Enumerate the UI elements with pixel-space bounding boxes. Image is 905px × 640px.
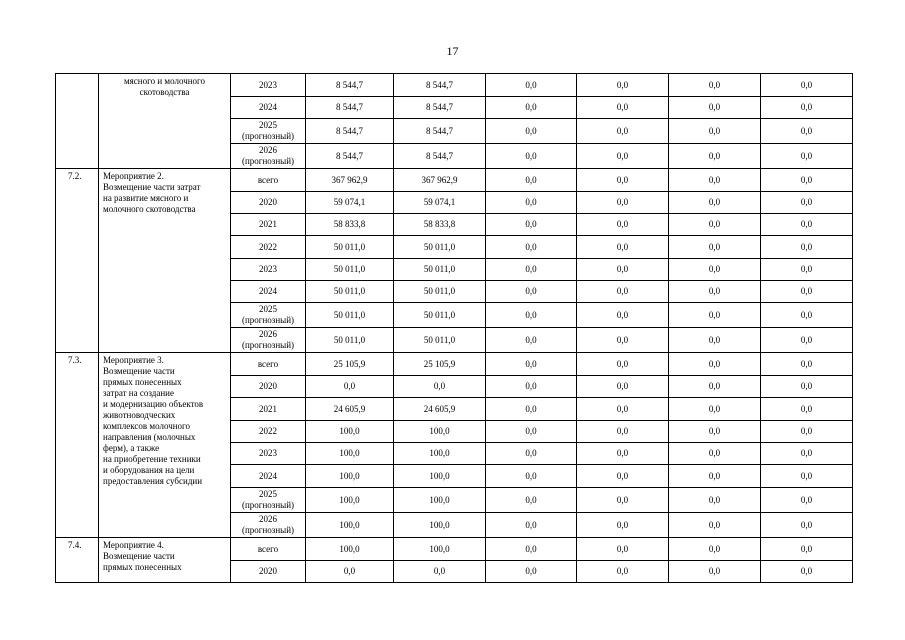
item-name-line: на развитие мясного и (103, 193, 189, 203)
value-cell: 0,0 (761, 398, 853, 421)
item-name-line: Мероприятие 4. (103, 540, 164, 550)
item-name-line: направления (молочных (103, 432, 196, 442)
item-number: 7.3. (56, 353, 99, 538)
value-cell: 0,0 (577, 214, 669, 236)
value-cell: 0,0 (577, 303, 669, 328)
value-cell: 25 105,9 (306, 353, 394, 376)
item-name-line: комплексов молочного (103, 421, 191, 431)
value-cell: 0,0 (669, 119, 761, 144)
table-body (56, 74, 853, 583)
item-number: 7.4. (56, 538, 99, 583)
value-cell: 0,0 (306, 561, 394, 583)
period-cell: 2020 (231, 192, 306, 214)
period-cell: 2023 (231, 443, 306, 465)
value-cell: 50 011,0 (394, 236, 486, 259)
value-cell: 8 544,7 (306, 144, 394, 169)
value-cell: 0,0 (669, 214, 761, 236)
value-cell: 0,0 (669, 488, 761, 513)
table-row (56, 169, 853, 192)
value-cell: 0,0 (669, 353, 761, 376)
value-cell: 0,0 (761, 561, 853, 583)
value-cell: 0,0 (486, 488, 577, 513)
value-cell: 0,0 (761, 465, 853, 488)
item-name-line: Возмещение части (103, 366, 175, 376)
value-cell: 0,0 (669, 259, 761, 281)
period-cell: 2023 (231, 259, 306, 281)
value-cell: 0,0 (577, 398, 669, 421)
period-cell: 2020 (231, 561, 306, 583)
period-cell: всего (231, 538, 306, 561)
value-cell: 0,0 (486, 376, 577, 398)
value-cell: 8 544,7 (394, 144, 486, 169)
value-cell: 50 011,0 (306, 236, 394, 259)
value-cell: 0,0 (306, 376, 394, 398)
value-cell: 0,0 (486, 303, 577, 328)
value-cell: 0,0 (669, 192, 761, 214)
value-cell: 50 011,0 (306, 281, 394, 303)
item-name (99, 74, 231, 169)
value-cell: 8 544,7 (306, 97, 394, 119)
value-cell: 0,0 (761, 303, 853, 328)
value-cell: 100,0 (306, 513, 394, 538)
value-cell: 0,0 (486, 281, 577, 303)
period-cell: 2022 (231, 421, 306, 443)
period-cell: 2021 (231, 214, 306, 236)
value-cell: 8 544,7 (306, 119, 394, 144)
value-cell: 0,0 (394, 376, 486, 398)
item-name-line: Мероприятие 2. (103, 171, 164, 181)
value-cell: 0,0 (486, 97, 577, 119)
value-cell: 50 011,0 (394, 303, 486, 328)
period-cell: 2026 (прогнозный) (231, 144, 306, 169)
value-cell: 0,0 (577, 465, 669, 488)
period-cell: 2024 (231, 281, 306, 303)
value-cell: 0,0 (486, 421, 577, 443)
value-cell: 100,0 (394, 488, 486, 513)
value-cell: 0,0 (577, 192, 669, 214)
value-cell: 0,0 (486, 214, 577, 236)
item-name-line: прямых понесенных (103, 377, 182, 387)
value-cell: 0,0 (761, 513, 853, 538)
funding-table (55, 73, 853, 583)
item-name-line: прямых понесенных (103, 562, 182, 572)
value-cell: 0,0 (761, 169, 853, 192)
value-cell: 0,0 (486, 74, 577, 97)
value-cell: 0,0 (669, 328, 761, 353)
item-name-line: затрат на создание (103, 388, 174, 398)
value-cell: 0,0 (486, 236, 577, 259)
value-cell: 0,0 (486, 443, 577, 465)
period-cell: 2025 (прогнозный) (231, 303, 306, 328)
value-cell: 50 011,0 (394, 328, 486, 353)
value-cell: 0,0 (394, 561, 486, 583)
value-cell: 8 544,7 (306, 74, 394, 97)
item-name-line: ферм), а также (103, 443, 160, 453)
value-cell: 0,0 (486, 144, 577, 169)
value-cell: 0,0 (761, 376, 853, 398)
value-cell: 25 105,9 (394, 353, 486, 376)
value-cell: 0,0 (761, 97, 853, 119)
value-cell: 0,0 (669, 561, 761, 583)
value-cell: 0,0 (761, 353, 853, 376)
item-name-line: Возмещение части (103, 551, 175, 561)
value-cell: 0,0 (669, 421, 761, 443)
value-cell: 100,0 (306, 421, 394, 443)
period-cell: 2024 (231, 465, 306, 488)
item-name-line: мясного и молочного (123, 76, 206, 86)
value-cell: 0,0 (669, 236, 761, 259)
table-row (56, 74, 853, 97)
value-cell: 0,0 (669, 513, 761, 538)
value-cell: 0,0 (577, 236, 669, 259)
period-cell: всего (231, 353, 306, 376)
item-name-line: Возмещение части затрат (103, 182, 201, 192)
item-name-line: и оборудования на цели (103, 465, 195, 475)
value-cell: 0,0 (761, 192, 853, 214)
value-cell: 0,0 (577, 376, 669, 398)
value-cell: 0,0 (669, 398, 761, 421)
period-cell: 2021 (231, 398, 306, 421)
value-cell: 0,0 (761, 488, 853, 513)
period-cell: 2026 (прогнозный) (231, 513, 306, 538)
value-cell: 100,0 (394, 538, 486, 561)
value-cell: 0,0 (761, 236, 853, 259)
value-cell: 0,0 (577, 488, 669, 513)
value-cell: 0,0 (761, 421, 853, 443)
item-number (56, 74, 99, 169)
value-cell: 0,0 (577, 353, 669, 376)
value-cell: 0,0 (761, 443, 853, 465)
item-name-line: молочного скотоводства (103, 204, 196, 214)
value-cell: 8 544,7 (394, 97, 486, 119)
item-name-line: предоставления субсидии (103, 476, 203, 486)
value-cell: 0,0 (486, 169, 577, 192)
value-cell: 0,0 (486, 259, 577, 281)
value-cell: 0,0 (761, 214, 853, 236)
value-cell: 0,0 (577, 119, 669, 144)
period-cell: 2020 (231, 376, 306, 398)
value-cell: 0,0 (669, 74, 761, 97)
period-cell: 2025 (прогнозный) (231, 119, 306, 144)
value-cell: 50 011,0 (306, 328, 394, 353)
table-row (56, 538, 853, 561)
value-cell: 8 544,7 (394, 119, 486, 144)
value-cell: 100,0 (394, 465, 486, 488)
value-cell: 0,0 (669, 97, 761, 119)
period-cell: 2026 (прогнозный) (231, 328, 306, 353)
table-row (56, 353, 853, 376)
value-cell: 100,0 (306, 538, 394, 561)
value-cell: 0,0 (669, 281, 761, 303)
value-cell: 0,0 (486, 538, 577, 561)
value-cell: 0,0 (761, 144, 853, 169)
value-cell: 100,0 (394, 443, 486, 465)
value-cell: 58 833,8 (306, 214, 394, 236)
value-cell: 0,0 (486, 119, 577, 144)
value-cell: 0,0 (486, 353, 577, 376)
value-cell: 50 011,0 (306, 303, 394, 328)
value-cell: 59 074,1 (394, 192, 486, 214)
value-cell: 0,0 (669, 376, 761, 398)
value-cell: 0,0 (577, 538, 669, 561)
value-cell: 0,0 (577, 74, 669, 97)
value-cell: 0,0 (669, 144, 761, 169)
value-cell: 100,0 (306, 443, 394, 465)
value-cell: 367 962,9 (306, 169, 394, 192)
period-cell: 2022 (231, 236, 306, 259)
value-cell: 0,0 (761, 281, 853, 303)
value-cell: 0,0 (761, 74, 853, 97)
value-cell: 0,0 (577, 561, 669, 583)
item-name-line: Мероприятие 3. (103, 355, 164, 365)
item-name-line: на приобретение техники (103, 454, 201, 464)
value-cell: 0,0 (761, 538, 853, 561)
value-cell: 0,0 (577, 169, 669, 192)
value-cell: 0,0 (577, 97, 669, 119)
period-cell: 2023 (231, 74, 306, 97)
item-name (99, 538, 231, 583)
value-cell: 0,0 (577, 443, 669, 465)
value-cell: 0,0 (577, 513, 669, 538)
value-cell: 0,0 (486, 465, 577, 488)
item-name-line: животноводческих (103, 410, 176, 420)
value-cell: 0,0 (577, 281, 669, 303)
value-cell: 0,0 (761, 328, 853, 353)
value-cell: 100,0 (306, 488, 394, 513)
value-cell: 0,0 (761, 119, 853, 144)
value-cell: 367 962,9 (394, 169, 486, 192)
value-cell: 50 011,0 (394, 281, 486, 303)
value-cell: 50 011,0 (306, 259, 394, 281)
value-cell: 24 605,9 (394, 398, 486, 421)
page-number: 17 (446, 44, 459, 58)
value-cell: 0,0 (577, 259, 669, 281)
item-number: 7.2. (56, 169, 99, 353)
value-cell: 50 011,0 (394, 259, 486, 281)
value-cell: 0,0 (486, 328, 577, 353)
value-cell: 0,0 (761, 259, 853, 281)
item-name (99, 169, 231, 353)
value-cell: 0,0 (486, 513, 577, 538)
value-cell: 0,0 (486, 561, 577, 583)
value-cell: 0,0 (669, 303, 761, 328)
value-cell: 100,0 (394, 421, 486, 443)
value-cell: 0,0 (577, 144, 669, 169)
period-cell: 2024 (231, 97, 306, 119)
period-cell: 2025 (прогнозный) (231, 488, 306, 513)
period-cell: всего (231, 169, 306, 192)
value-cell: 100,0 (394, 513, 486, 538)
value-cell: 59 074,1 (306, 192, 394, 214)
value-cell: 0,0 (577, 328, 669, 353)
value-cell: 0,0 (669, 538, 761, 561)
value-cell: 0,0 (669, 169, 761, 192)
item-name-line: и модернизацию объектов (103, 399, 204, 409)
value-cell: 0,0 (669, 465, 761, 488)
value-cell: 58 833,8 (394, 214, 486, 236)
value-cell: 100,0 (306, 465, 394, 488)
item-name-line: скотоводства (139, 87, 190, 97)
value-cell: 0,0 (577, 421, 669, 443)
value-cell: 0,0 (486, 192, 577, 214)
value-cell: 8 544,7 (394, 74, 486, 97)
value-cell: 0,0 (486, 398, 577, 421)
value-cell: 24 605,9 (306, 398, 394, 421)
value-cell: 0,0 (669, 443, 761, 465)
item-name (99, 353, 231, 538)
